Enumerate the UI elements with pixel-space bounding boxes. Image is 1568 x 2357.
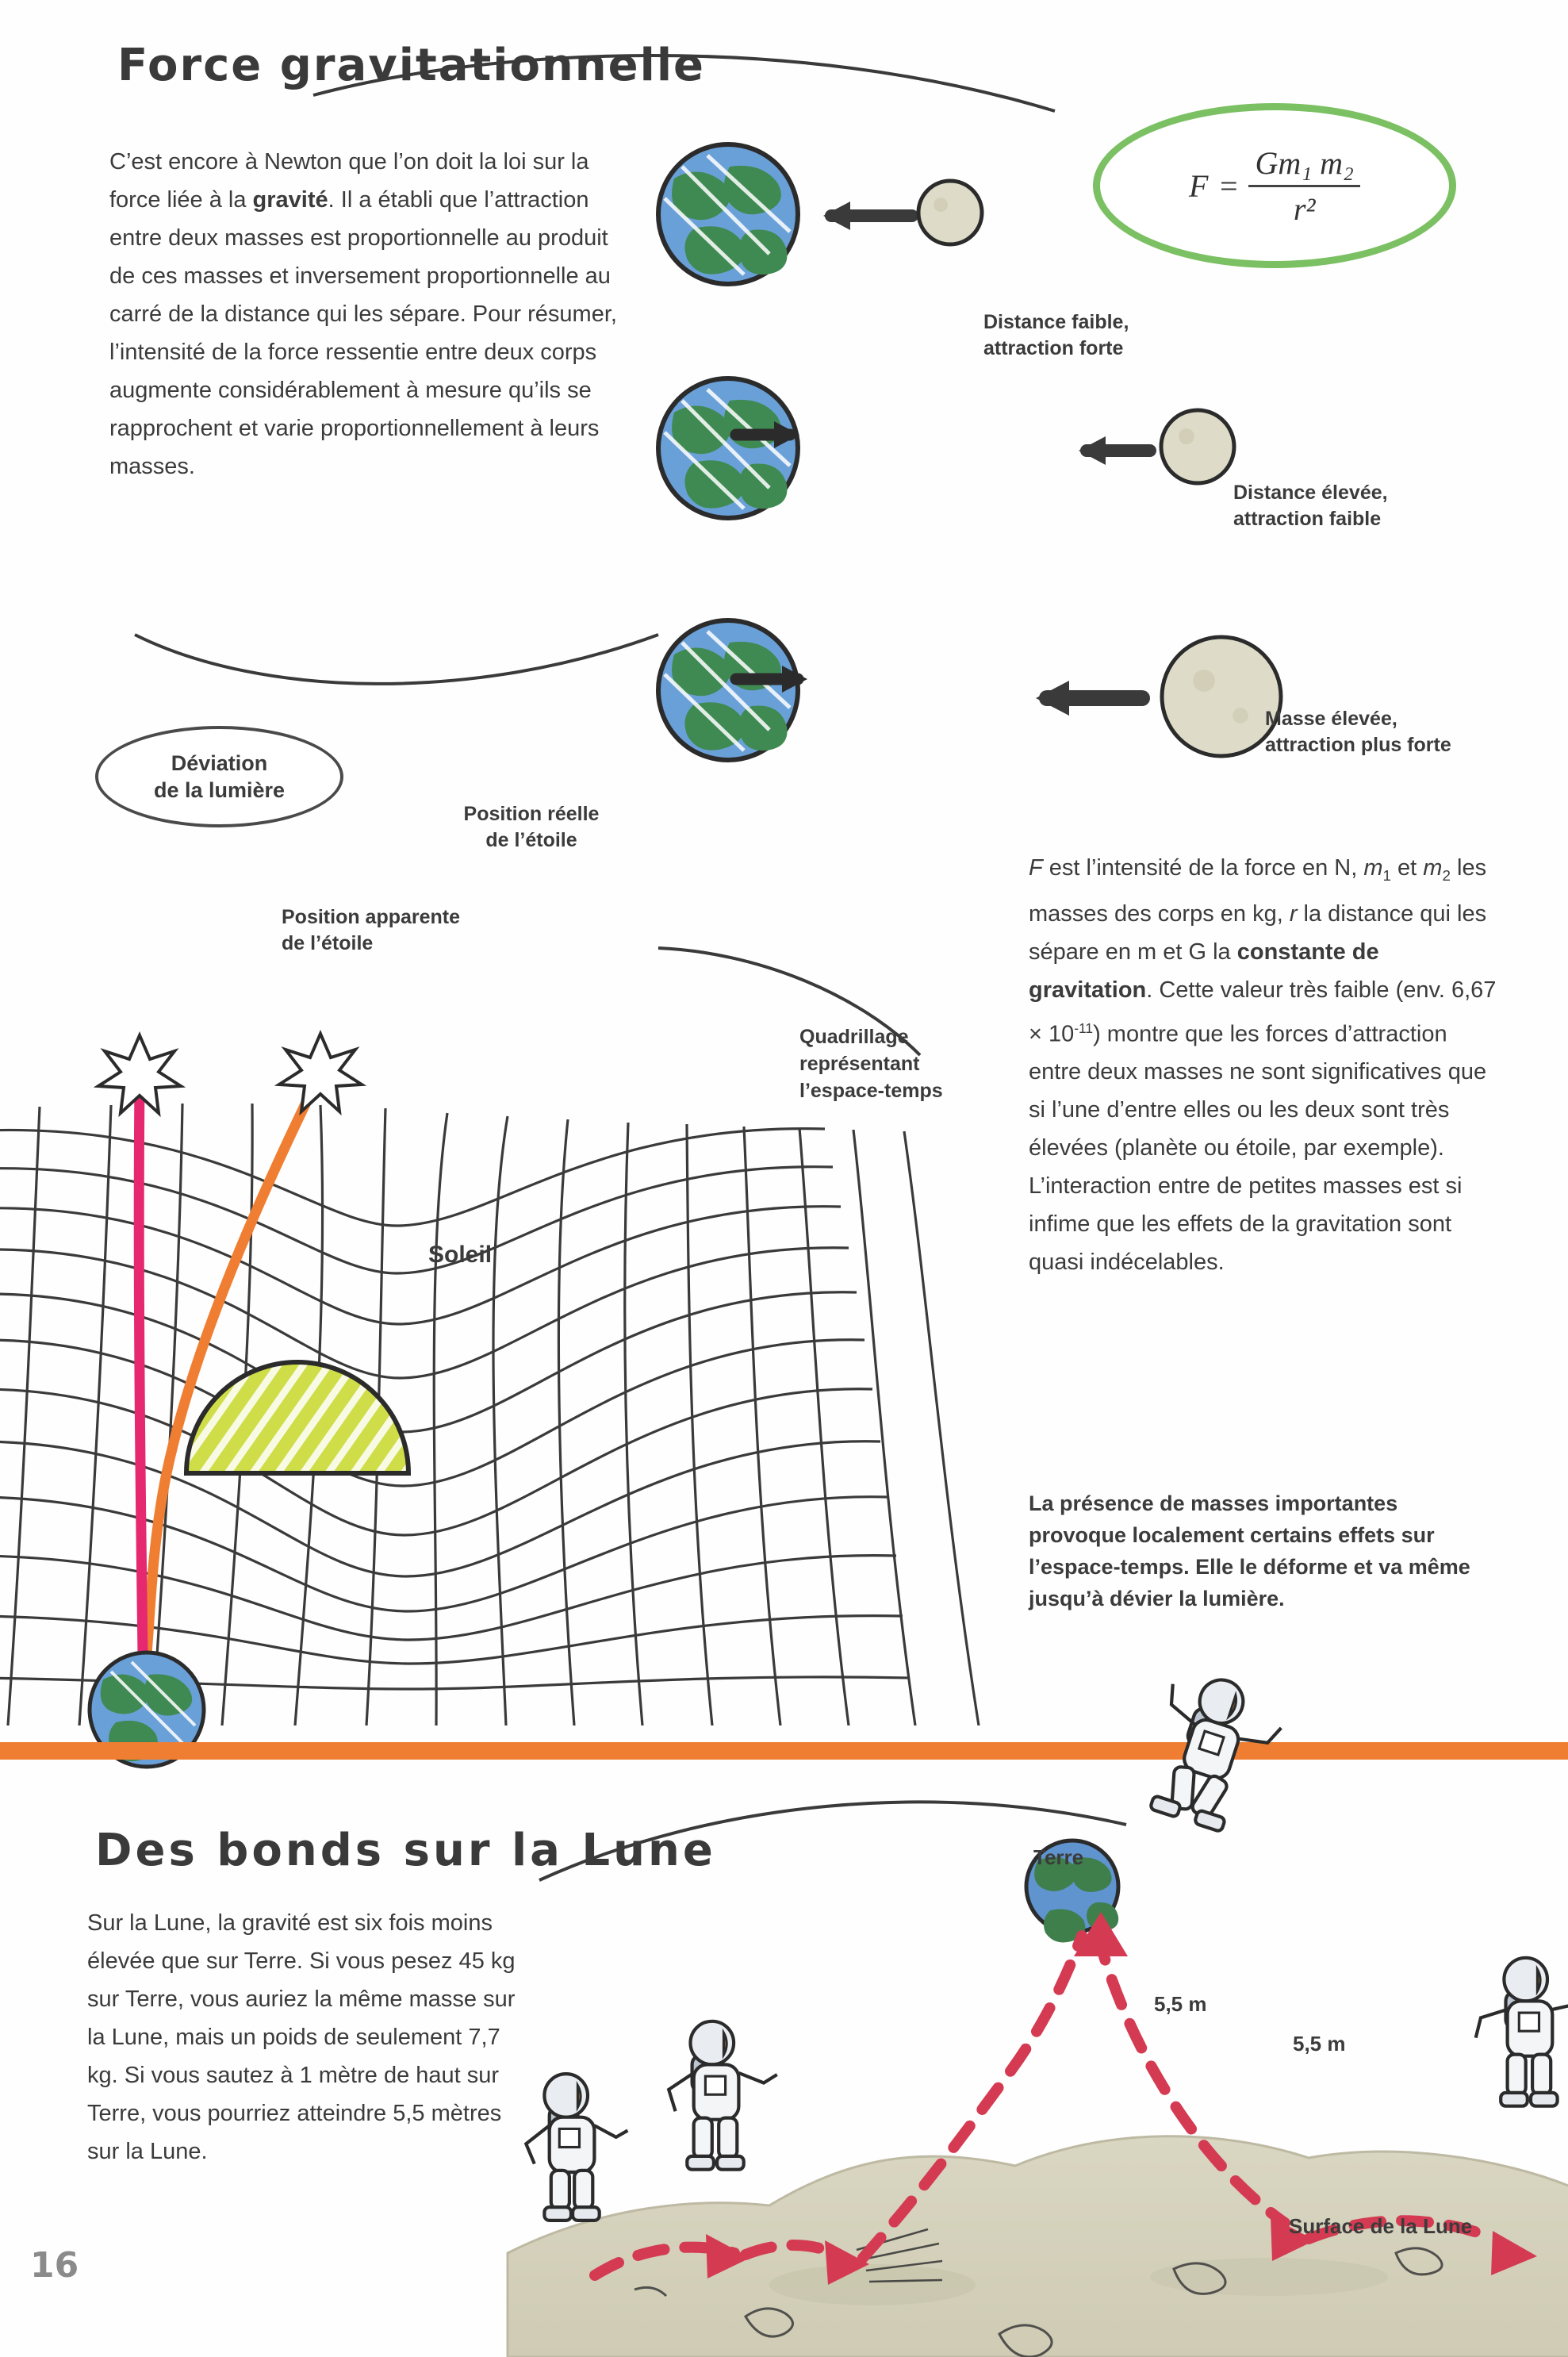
label-line-1: Distance élevée,	[1233, 482, 1388, 504]
label-line-2: de l’étoile	[485, 829, 577, 851]
label-line-2: attraction faible	[1233, 508, 1382, 530]
gravity-diagram-row-2	[650, 373, 1301, 532]
small-body-2	[1161, 410, 1234, 483]
formula-explanation: F est l’intensité de la force en N, $m_1$ et $m_2$ les masses des corps en kg, r la distance qui les sépare en m et G la constante de gravitation. Cette valeur très faible (env. $6,67 \times 10^{-11}$) montre que les forces d’attraction entre deux masses ne sont significatives que si l’une d’entre elles ou les deux sont très élevées (planète ou étoile, par exemple). L’interaction entre de petites masses est si infime que les effets de la gravitation sont quasi indécelables.	[1029, 855, 1497, 1276]
astronaut-4	[1476, 1958, 1568, 2106]
earth-globe-2	[658, 378, 799, 518]
moon-paragraph: Sur la Lune, la gravité est six fois moins élevée que sur Terre. Si vous pesez 45 kg sur Terre, vous auriez la même masse sur la Lune, mais un poids de seulement 7,7 kg. Si vous sautez à 1 mètre de haut sur Terre, vous pourriez atteindre 5,5 mètres sur la Lune.	[87, 1910, 516, 2164]
label-line-1: Position apparente	[282, 906, 461, 928]
label-jump-distance-2: 5,5 m	[1293, 2032, 1346, 2056]
formula-equals: =	[1217, 167, 1240, 204]
label-line-1: Distance faible,	[983, 311, 1129, 333]
bubble-line-1: Déviation	[171, 751, 268, 775]
moon-section-title: Des bonds sur la Lune	[95, 1825, 716, 1876]
label-position-reelle	[440, 801, 623, 854]
label-terre: Terre	[1033, 1845, 1084, 1869]
intro-paragraph: C’est encore à Newton que l’on doit la loi sur la force liée à la gravité. Il a établi que l’attraction entre deux masses est proportionnelle au produit de ces masses et inversement proportionnelle au carré de la distance qui les sépare. Pour résumer, l’intensité de la force ressentie entre deux corps augmente considérablement à mesure qu’ils se rapprochent et varie proportionnellement à leurs masses.	[109, 149, 617, 479]
astronaut-1	[526, 2074, 627, 2221]
astronaut-2	[669, 2021, 776, 2170]
intro-bold-term: gravité	[252, 187, 328, 213]
label-line-3: l’espace-temps	[799, 1080, 943, 1102]
label-distance-faible	[983, 309, 1129, 362]
label-distance-elevee	[1233, 480, 1388, 532]
label-line-2: représentant	[799, 1053, 920, 1075]
small-body-1	[918, 181, 982, 244]
label-position-apparente	[282, 904, 460, 957]
explanation-bold-term: constante de gravitation	[1029, 939, 1379, 1003]
label-masse-elevee	[1265, 706, 1451, 758]
attraction-arrow-3b	[1036, 681, 1142, 716]
attraction-arrow-2b	[1079, 436, 1150, 465]
formula-denominator: r²	[1293, 190, 1316, 227]
label-line-2: de l’étoile	[282, 932, 374, 954]
spacetime-grid-diagram	[0, 988, 999, 1726]
deviation-bubble	[95, 726, 343, 827]
moon-jump-scene	[508, 1650, 1568, 2357]
label-jump-distance-1: 5,5 m	[1154, 1992, 1207, 2016]
label-line-2: attraction forte	[983, 337, 1124, 359]
formula-lhs: F	[1189, 167, 1209, 204]
label-line-2: attraction plus forte	[1265, 734, 1451, 756]
spacetime-note: La présence de masses importantes provoque localement certains effets sur l’espace-temps. Elle le déforme et va même jusqu’à dévier la lumière.	[1029, 1491, 1470, 1610]
gravity-diagram-row-1	[650, 143, 1269, 286]
label-line-1: Masse élevée,	[1265, 708, 1397, 730]
gravity-diagram-row-3	[650, 611, 1317, 793]
attraction-arrow-1	[823, 202, 912, 230]
formula-numerator: Gm₁ m₂	[1255, 144, 1354, 181]
earth-globe-3	[658, 620, 807, 760]
light-ray-apparent	[139, 1081, 143, 1654]
label-soleil: Soleil	[428, 1242, 493, 1268]
large-body-3	[1162, 637, 1281, 756]
bubble-line-2: de la lumière	[153, 778, 286, 802]
deviation-bubble-text	[154, 750, 285, 804]
page-title: Force gravitationnelle	[117, 40, 706, 91]
page-number: 16	[30, 2245, 79, 2286]
star-real-position	[279, 1034, 362, 1111]
sun-body	[186, 1362, 408, 1473]
label-line-1: Position réelle	[463, 803, 600, 825]
label-line-1: Quadrillage	[799, 1026, 909, 1048]
label-surface-lune: Surface de la Lune	[1289, 2214, 1473, 2238]
earth-globe-1	[658, 144, 798, 284]
astronaut-3-jumping	[1134, 1665, 1290, 1840]
